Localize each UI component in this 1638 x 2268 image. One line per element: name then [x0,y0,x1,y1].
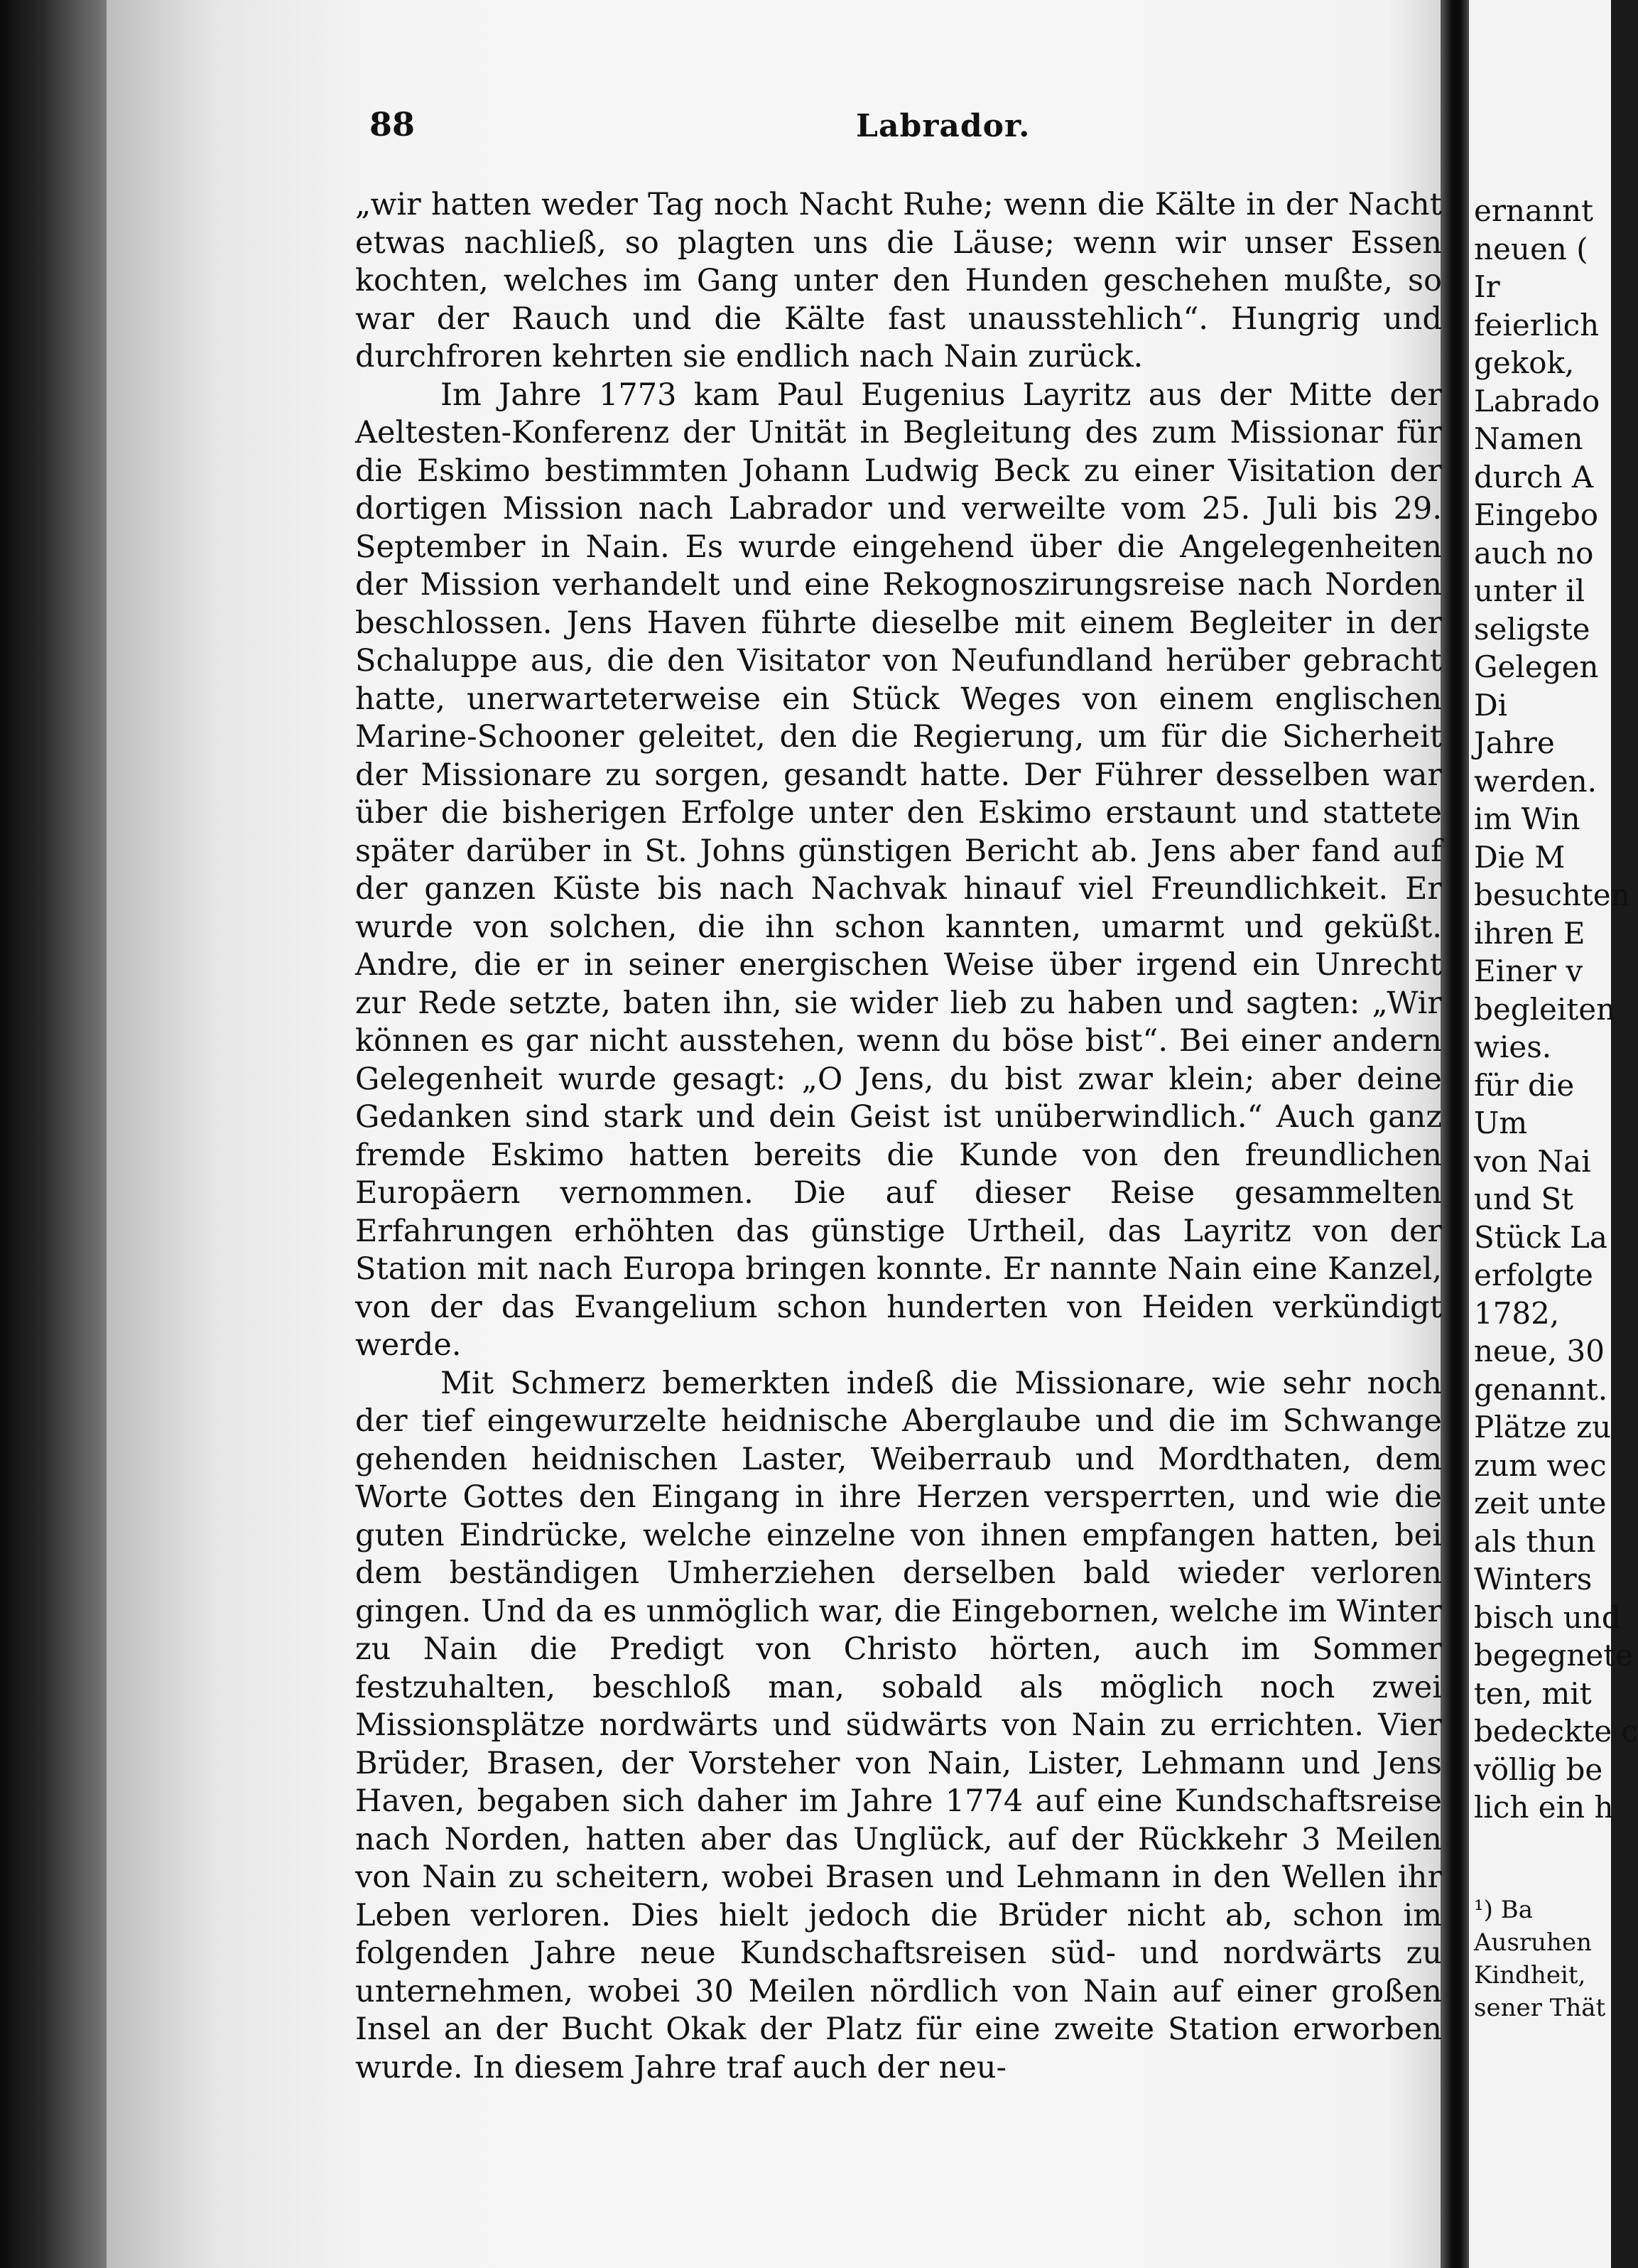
right-page-line: wies. [1474,1030,1552,1064]
right-page-line: gekok, [1474,345,1575,380]
page-number: 88 [369,105,416,144]
right-page-footnote-line: Kindheit, [1474,1961,1586,1989]
running-title: Labrador. [856,108,1031,144]
right-page-line: Labrado [1474,383,1600,418]
right-page-line: lich ein h [1474,1790,1614,1825]
right-page-line: bedeckte c [1474,1714,1638,1749]
right-page-line: genannt. [1474,1371,1608,1407]
right-page-line: Namen [1474,421,1583,456]
right-page-line: ernannt [1474,193,1593,228]
right-page-text-fragment [1474,192,1638,1827]
right-page-line: werden. [1474,763,1598,799]
right-page-line: erfolgte [1474,1258,1593,1292]
right-page-line: neue, 30 [1474,1334,1605,1368]
right-page-line: als thun [1474,1523,1596,1559]
right-page-line: Einer v [1474,954,1583,988]
right-page-line: begleiten [1474,991,1616,1027]
paragraph-layritz-visit: Im Jahre 1773 kam Paul Eugenius Layritz aus der Mitte der Aeltesten-Konferenz der Unität in Begleitung des zum Missionar für die Eskimo bestimmten Johann Ludwig Beck zu einer Visitation der dortigen Mission nach Labrador und verweilte vom 25. Juli bis 29. September in Nain. Es wurde eingehend über die Angelegenheiten der Mission verhandelt und eine Rekognoszirungsreise nach Norden beschlossen. Jens Haven führte dieselbe mit einem Begleiter in der Schaluppe aus, die den Visitator von Neufundland herüber gebracht hatte, unerwarteterweise ein Stück Weges von einem englischen Marine-Schooner geleitet, den die Regierung, um für die Sicherheit der Missionare zu sorgen, gesandt hatte. Der Führer desselben war über die bisherigen Erfolge unter den Eskimo erstaunt und stattete später darüber in St. Johns günstigen Bericht ab. Jens aber fand auf der ganzen Küste bis nach Nachvak hinauf viel Freundlichkeit. Er wurde von solchen, die ihn schon kannten, umarmt und geküßt. Andre, die er in seiner energischen Weise über irgend ein Unrecht zur Rede setzte, baten ihn, sie wider lieb zu haben und sagten: „Wir können es gar nicht ausstehen, wenn du böse bist“. Bei einer andern Gelegenheit wurde gesagt: „O Jens, du bist zwar klein; aber deine Gedanken sind stark und dein Geist ist unüberwindlich.“ Auch ganz fremde Eskimo hatten bereits die Kunde von den freundlichen Europäern vernommen. Die auf dieser Reise gesammelten Erfahrungen erhöhten das günstige Urtheil, das Layritz von der Station mit nach Europa bringen konnte. Er nannte Nain eine Kanzel, von der das Evangelium schon hunderten von Heiden verkündigt werde. [355,377,1442,1363]
right-page-line: Di [1474,687,1508,723]
binding-shadow [0,0,107,2268]
right-page-line: völlig be [1474,1751,1603,1787]
right-page-line: von Nai [1474,1143,1591,1179]
right-page-line: ten, mit [1474,1675,1592,1711]
book-spine [1441,0,1469,2268]
right-page-line: begegnete [1474,1638,1634,1673]
right-page-footnote-fragment [1474,1894,1616,2024]
right-page-line: Winters [1474,1562,1593,1597]
right-page-line: Die M [1474,839,1566,875]
right-page-line: Gelegen [1474,649,1599,684]
right-page-line: zeit unte [1474,1486,1607,1521]
main-text-column [355,186,1442,2087]
right-page-line: 1782, [1474,1295,1560,1331]
right-page-line: Stück La [1474,1219,1607,1255]
right-page-line: ihren E [1474,915,1585,951]
right-page-line: Ir [1474,269,1500,304]
right-page-footnote-line: Ausruhen [1474,1928,1592,1957]
right-page-line: im Win [1474,801,1580,836]
right-page-line: bisch und [1474,1599,1621,1635]
running-head [369,105,1449,148]
paragraph-continued: „wir hatten weder Tag noch Nacht Ruhe; wenn die Kälte in der Nacht etwas nachließ, so plagten uns die Läuse; wenn wir unser Essen kochten, welches im Gang unter den Hunden geschehen mußte, so war der Rauch und die Kälte fast unausstehlich“. Hungrig und durchfroren kehrten sie endlich nach Nain zurück. [355,187,1442,374]
right-page-line: seligste [1474,611,1590,647]
right-page-line: Jahre [1474,725,1555,760]
paragraph-mission-expansion: Mit Schmerz bemerkten indeß die Missionare, wie sehr noch der tief eingewurzelte heidnische Aberglaube und die im Schwange gehenden heidnischen Laster, Weiberraub und Mordthaten, dem Worte Gottes den Eingang in ihre Herzen versperrten, und wie die guten Eindrücke, welche einzelne von ihnen empfangen hatten, bei dem beständigen Umherziehen derselben bald wieder verloren gingen. Und da es unmöglich war, die Eingebornen, welche im Winter zu Nain die Predigt von Christo hörten, auch im Sommer festzuhalten, beschloß man, sobald als möglich noch zwei Missionsplätze nordwärts und südwärts von Nain zu errichten. Vier Brüder, Brasen, der Vorsteher von Nain, Lister, Lehmann und Jens Haven, begaben sich daher im Jahre 1774 auf eine Kundschaftsreise nach Norden, hatten aber das Unglück, auf der Rückkehr 3 Meilen von Nain zu scheitern, wobei Brasen und Lehmann in den Wellen ihr Leben verloren. Dies hielt jedoch die Brüder nicht ab, schon im folgenden Jahre neue Kundschaftsreisen süd- und nordwärts zu unternehmen, wobei 30 Meilen nördlich von Nain auf einer großen Insel an der Bucht Okak der Platz für eine zweite Station erworben wurde. In diesem Jahre traf auch der neu- [355,1365,1442,2085]
right-page-line: Eingebo [1474,497,1599,532]
right-page-line: für die [1474,1067,1575,1103]
right-page-line: neuen ( [1474,231,1588,266]
right-page-line: und St [1474,1182,1573,1216]
right-page-line: Plätze zu [1474,1410,1612,1444]
right-page-line: zum wec [1474,1447,1607,1483]
right-page-line: Um [1474,1106,1528,1140]
right-page-line: durch A [1474,459,1594,495]
right-page-line: auch no [1474,535,1594,571]
right-page-line: besuchten [1474,878,1630,912]
right-page-line: feierlich [1474,307,1600,342]
right-page-footnote-line: ¹) Ba [1474,1896,1533,1924]
right-page-line: unter il [1474,573,1585,608]
right-page-footnote-line: sener Thät [1474,1994,1606,2022]
